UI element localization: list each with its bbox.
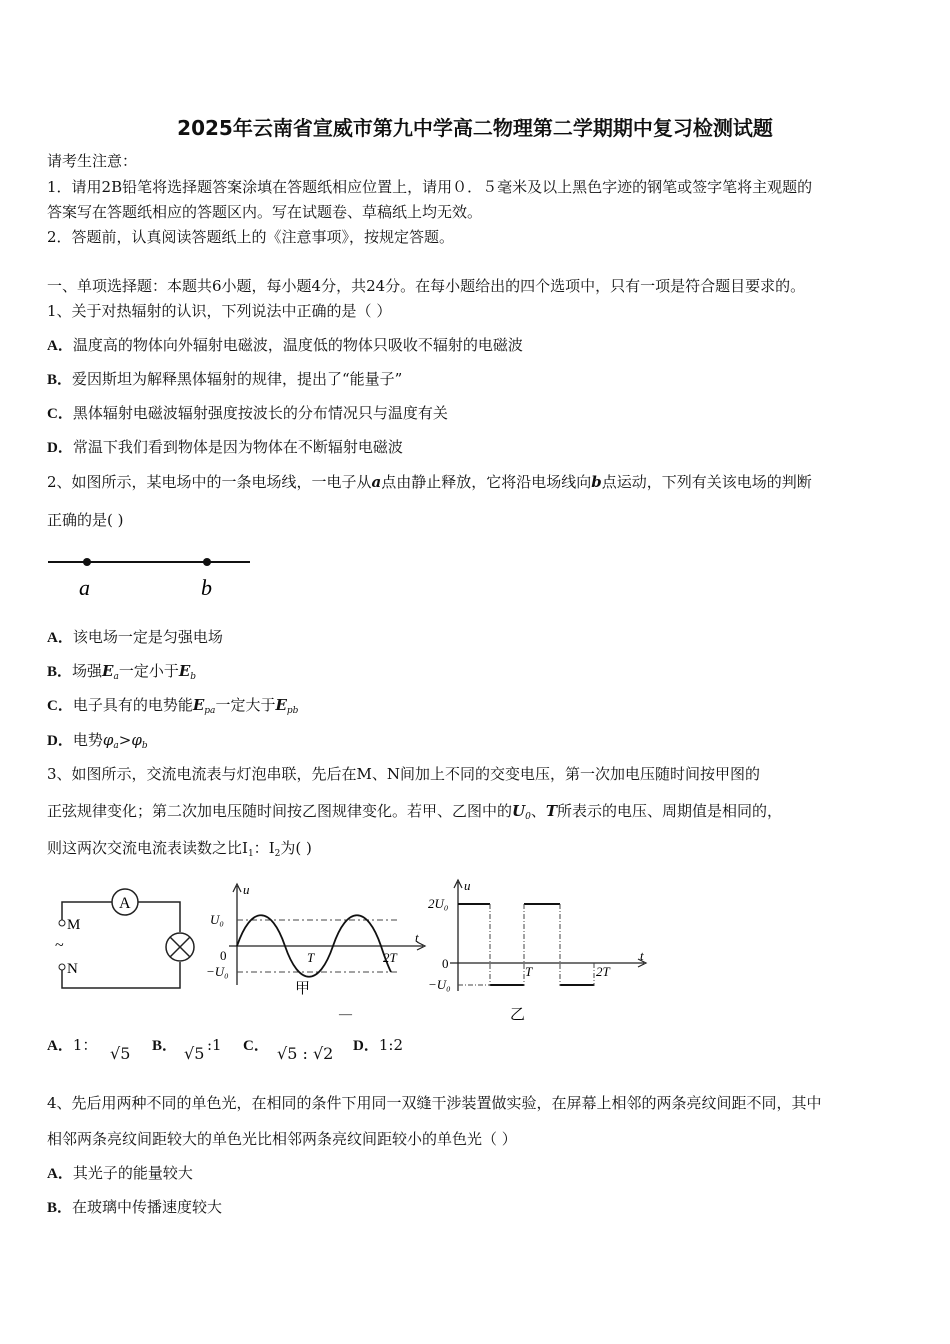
axis-u-label: u [243,882,250,897]
terminal-m-label: M [67,917,81,933]
tick-u0: U₀ [210,912,224,927]
notice-line-2: 答案写在答题纸相应的答题区内。写在试题卷、草稿纸上均无效。 [47,203,483,221]
tick-neg-u0: −U₀ [428,977,451,992]
tick-t: T [307,950,315,965]
ac-symbol: ~ [55,937,64,954]
graph-dash: — [339,1006,352,1020]
q4-stem-2: 相邻两条亮纹间距较大的单色光比相邻两条亮纹间距较小的单色光（ ） [47,1130,517,1148]
q4-stem-1: 4、先后用两种不同的单色光，在相同的条件下用同一双缝干涉装置做实验，在屏幕上相邻的两条亮纹间距不同，其中 [47,1094,822,1112]
q1-option-a: A．温度高的物体向外辐射电磁波，温度低的物体只吸收不辐射的电磁波 [47,336,523,354]
q3-option-c: C． [243,1038,269,1054]
tick-t: T [525,964,533,979]
graph-yi [428,876,650,1021]
tick-origin: 0 [442,956,449,971]
graph-yi-caption: 乙 [510,1007,526,1021]
axis-t-label: t [415,930,419,945]
q3-stem-2: 正弦规律变化；第二次加电压随时间按乙图规律变化。若甲、乙图中的$U_0$、T所表示的电压、周期值是相同的， [47,802,783,822]
q2-stem: 2、如图所示，某电场中的一条电场线，一电子从a点由静止释放，它将沿电场线向b点运动，下列有关该电场的判断 [47,473,812,491]
q2-option-a: A．该电场一定是匀强电场 [47,628,223,646]
q3-option-a-sqrt: √5 [110,1044,131,1063]
q1-stem: 1、关于对热辐射的认识，下列说法中正确的是（ ） [47,302,392,320]
q4-option-b: B．在玻璃中传播速度较大 [47,1198,223,1216]
q3-option-b-ratio: :1 [207,1036,222,1054]
field-line-figure [45,548,255,604]
q1-option-d: D．常温下我们看到物体是因为物体在不断辐射电磁波 [47,438,403,456]
q4-option-a: A．其光子的能量较大 [47,1164,193,1182]
tick-neg-u0: −U₀ [206,964,229,979]
notice-heading: 请考生注意： [47,152,138,170]
point-a-dot [83,558,91,566]
point-a-label: a [79,575,90,600]
axis-u-label: u [464,878,471,893]
q2-stem-2: 正确的是( ) [47,511,124,529]
page-title: 2025年云南省宣威市第九中学高二物理第二学期期中复习检测试题 [177,116,773,140]
circuit-diagram [50,880,200,992]
axis-t-label: t [640,948,644,963]
q2-option-c: C．电子具有的电势能$E_{pa}$一定大于$E_{pb}$ [47,696,299,716]
terminal-n-icon [59,964,65,970]
terminal-m-icon [59,920,65,926]
q3-option-c-ratio: √5 : √2 [277,1044,334,1063]
terminal-n-label: N [67,961,78,977]
q3-stem-1: 3、如图所示，交流电流表与灯泡串联，先后在M、N间加上不同的交变电压，第一次加电压随时间按甲图的 [47,765,761,783]
point-b-dot [203,558,211,566]
q1-option-b: B．爱因斯坦为解释黑体辐射的规律，提出了“能量子” [47,370,403,388]
q3-option-a: A．1： [47,1036,98,1054]
graph-jia-caption: 甲 [295,981,311,997]
q3-option-d: D．1:2 [353,1036,403,1054]
q3-option-b-sqrt: √5 [184,1044,205,1063]
notice-line-3: 2．答题前，认真阅读答题纸上的《注意事项》，按规定答题。 [47,228,455,246]
q3-stem-3: 则这两次交流电流表读数之比$I_1$：$I_2$为( ) [47,839,312,859]
point-b-label: b [201,575,212,600]
tick-origin: 0 [220,948,227,963]
ammeter-label: A [119,895,131,912]
tick-2t: 2T [383,950,397,965]
q2-option-b: B．场强$E_a$一定小于$E_b$ [47,662,197,682]
section-heading: 一、单项选择题：本题共6小题，每小题4分，共24分。在每小题给出的四个选项中，只有一项是符合题目要求的。 [47,277,806,295]
tick-2t: 2T [596,964,610,979]
q3-option-b: B． [152,1038,178,1054]
tick-2u0: 2U₀ [428,896,449,911]
notice-line-1: 1．请用2B铅笔将选择题答案涂填在答题纸相应位置上，请用０．５毫米及以上黑色字迹的钢笔或签字笔将主观题的 [47,178,813,196]
q2-option-d: D．电势$\varphi_a>\varphi_b$ [47,731,148,751]
q1-option-c: C．黑体辐射电磁波辐射强度按波长的分布情况只与温度有关 [47,404,448,422]
graph-jia [205,880,430,1020]
